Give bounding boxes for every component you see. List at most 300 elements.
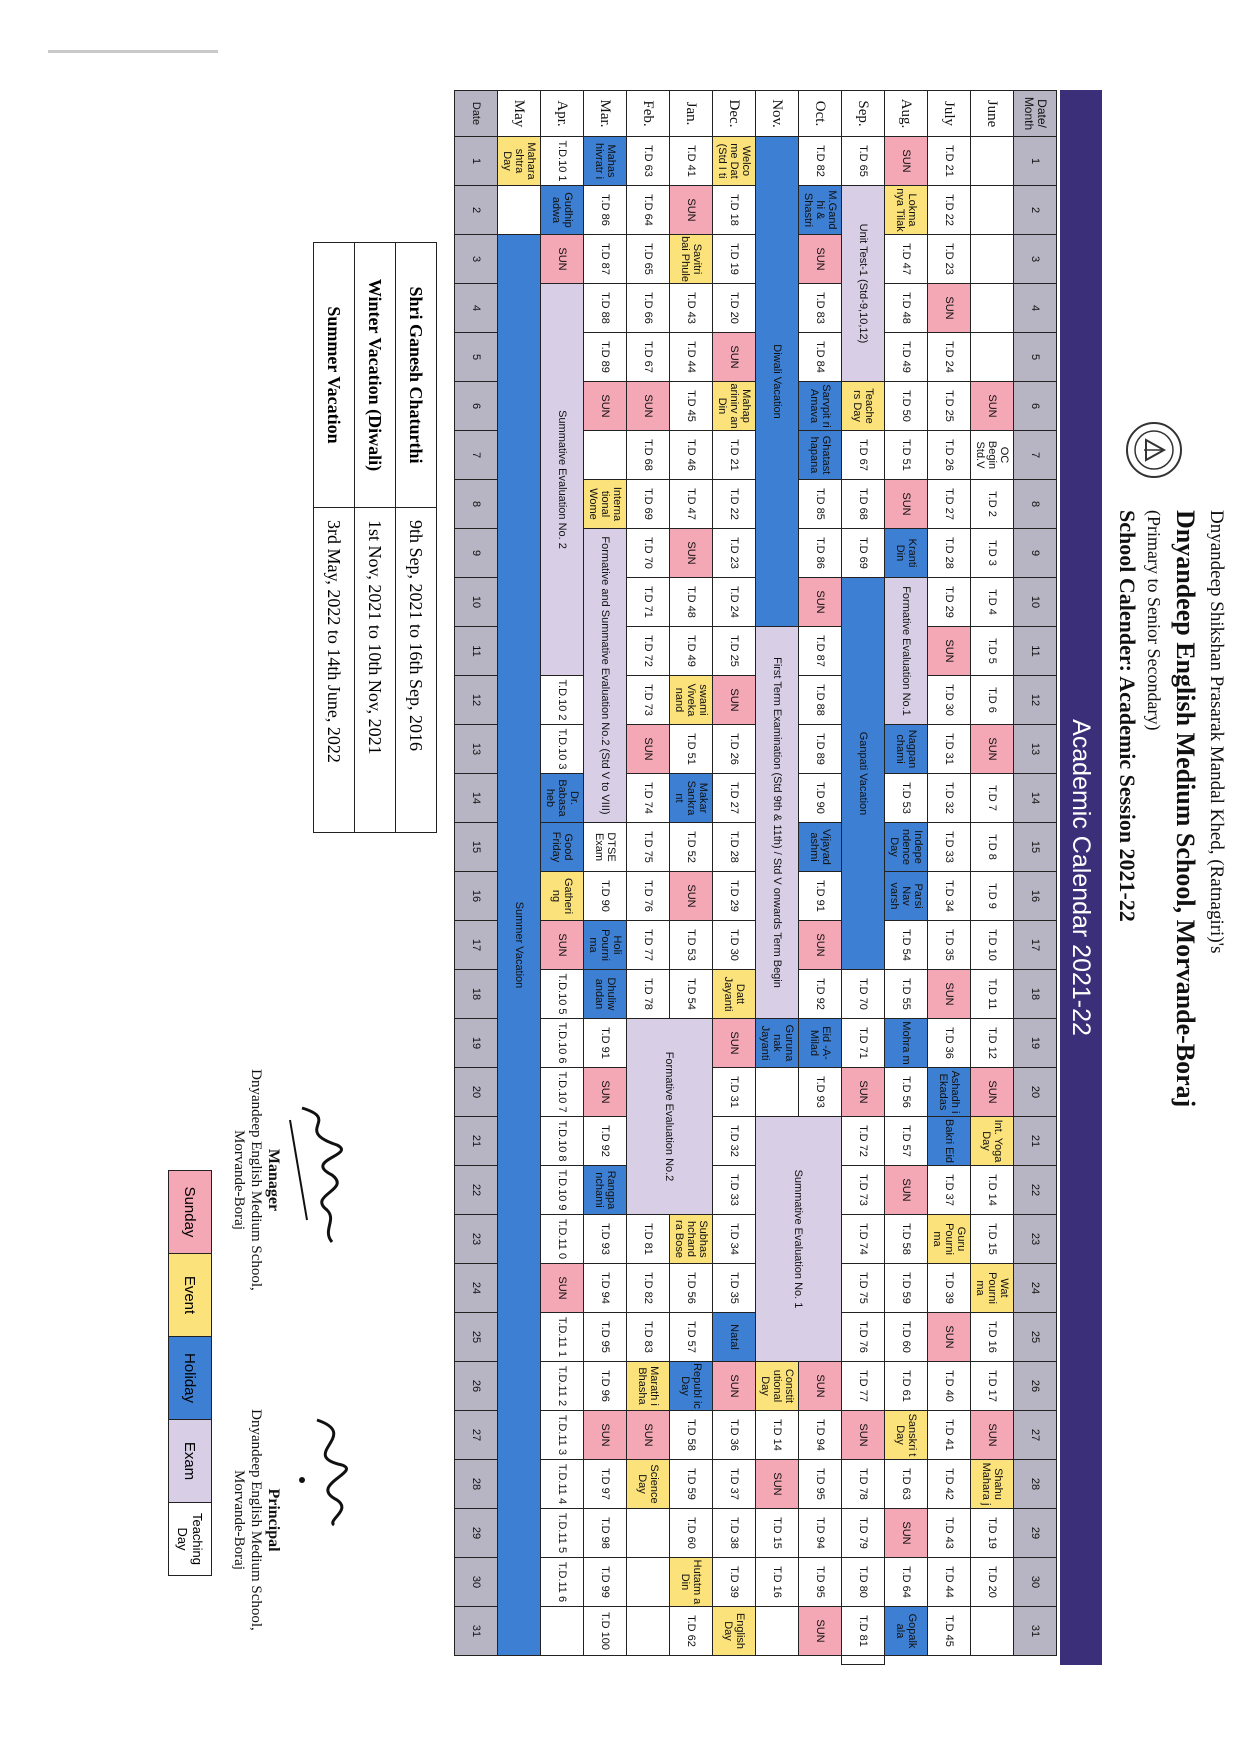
legend-event: Event	[169, 1254, 212, 1337]
day-header: 20	[1014, 1068, 1057, 1117]
sunday-cell: SUN	[541, 1264, 584, 1313]
event-cell: Gatheri ng	[541, 872, 584, 921]
sunday-cell: SUN	[627, 1411, 670, 1460]
holiday-cell: Mohra m	[885, 1019, 928, 1068]
sunday-cell: SUN	[541, 235, 584, 284]
month-label: Apr.	[541, 91, 584, 137]
holiday-cell: Ashadh i Ekadas	[928, 1068, 971, 1117]
day-cell	[498, 186, 541, 235]
vacation-table	[313, 242, 437, 833]
sunday-cell: SUN	[670, 872, 713, 921]
day-cell: T.D 54	[670, 970, 713, 1019]
day-cell: T.D 15	[971, 1215, 1014, 1264]
month-label: Sep.	[842, 91, 885, 137]
month-row	[885, 91, 928, 1665]
holiday-cell: Kranti Din	[885, 529, 928, 578]
day-footer: 13	[455, 725, 498, 774]
month-row	[541, 91, 584, 1665]
vacation-row	[396, 243, 437, 833]
month-label: May	[498, 91, 541, 137]
day-cell: T.D 92	[799, 970, 842, 1019]
month-row	[627, 91, 670, 1665]
day-cell: T.D 32	[928, 774, 971, 823]
day-footer: 26	[455, 1362, 498, 1411]
event-cell: Mahara shtra Day	[498, 137, 541, 186]
calendar-body	[455, 91, 1014, 1665]
day-cell: T.D 9	[971, 872, 1014, 921]
day-header: 3	[1014, 235, 1057, 284]
school-logo-icon	[1124, 420, 1184, 480]
calendar-span-label: Formative Evaluation No.2	[627, 1019, 713, 1215]
day-cell: T.D 52	[670, 823, 713, 872]
event-cell: Int. Yoga Day	[971, 1117, 1014, 1166]
day-cell: T.D 39	[713, 1558, 756, 1607]
day-cell: T.D 25	[928, 382, 971, 431]
day-cell: T.D 67	[627, 333, 670, 382]
day-cell: T.D 78	[627, 970, 670, 1019]
day-cell: T.D 40	[928, 1362, 971, 1411]
day-header: 31	[1014, 1607, 1057, 1656]
day-cell: T.D 68	[627, 431, 670, 480]
day-header: 28	[1014, 1460, 1057, 1509]
day-cell: T.D 43	[928, 1509, 971, 1558]
sunday-cell: SUN	[713, 676, 756, 725]
day-cell: T.D 81	[842, 1607, 885, 1656]
day-cell: T.D 42	[928, 1460, 971, 1509]
month-label: Aug.	[885, 91, 928, 137]
holiday-cell: Vijayad ashmi	[799, 823, 842, 872]
day-cell: T.D 89	[584, 333, 627, 382]
calendar-span-label: Summative Evaluation No. 2	[541, 284, 584, 676]
day-cell: T.D 95	[799, 1460, 842, 1509]
day-cell: T.D.10 3	[541, 725, 584, 774]
event-cell: Marath i Bhasha	[627, 1362, 670, 1411]
day-cell: T.D.11 6	[541, 1558, 584, 1607]
event-cell: Science Day	[627, 1460, 670, 1509]
sunday-cell: SUN	[713, 1019, 756, 1068]
day-cell: T.D 95	[584, 1313, 627, 1362]
day-cell	[971, 186, 1014, 235]
day-cell: T.D 63	[885, 1460, 928, 1509]
day-cell: T.D 75	[627, 823, 670, 872]
day-cell: T.D.11 1	[541, 1313, 584, 1362]
day-cell: T.D 74	[842, 1215, 885, 1264]
day-cell: T.D 90	[799, 774, 842, 823]
day-cell: T.D 89	[799, 725, 842, 774]
vacation-dates: 3rd May, 2022 to 14th June, 2022	[314, 508, 355, 833]
day-cell: T.D 67	[842, 431, 885, 480]
day-cell: T.D 93	[799, 1068, 842, 1117]
sunday-cell: SUN	[885, 1166, 928, 1215]
day-cell: T.D 82	[627, 1264, 670, 1313]
day-cell	[756, 1607, 799, 1656]
event-cell: Sanskri t Day	[885, 1411, 928, 1460]
day-cell	[971, 1607, 1014, 1656]
calendar-table	[454, 90, 1057, 1665]
day-header: 25	[1014, 1313, 1057, 1362]
day-cell	[971, 333, 1014, 382]
day-cell: T.D.11 0	[541, 1215, 584, 1264]
calendar-span-label: First Term Examination (Std 9th & 11th) / Std V onwards Term Begin	[756, 627, 799, 1019]
day-footer: 19	[455, 1019, 498, 1068]
day-cell: T.D 79	[842, 1509, 885, 1558]
day-cell: T.D 6	[971, 676, 1014, 725]
day-footer: 4	[455, 284, 498, 333]
holiday-cell: Rangpa nchami	[584, 1166, 627, 1215]
day-cell: T.D 80	[842, 1558, 885, 1607]
sunday-cell: SUN	[627, 725, 670, 774]
day-cell: T.D 22	[713, 480, 756, 529]
vacation-dates: 9th Sep, 2021 to 16th Sep, 2016	[396, 508, 437, 833]
day-cell: T.D 11	[971, 970, 1014, 1019]
day-cell: T.D 29	[713, 872, 756, 921]
calendar-span-label: Formative Evaluation No.1	[885, 578, 928, 725]
legend-exam: Exam	[169, 1420, 212, 1503]
day-cell: T.D 36	[713, 1411, 756, 1460]
day-cell: T.D 37	[928, 1166, 971, 1215]
sunday-cell: SUN	[799, 1362, 842, 1411]
day-cell: T.D 43	[670, 284, 713, 333]
vacation-name: Summer Vacation	[314, 243, 355, 508]
holiday-cell: Natal	[713, 1313, 756, 1362]
date-footer-label: Date	[455, 91, 498, 137]
day-footer: 12	[455, 676, 498, 725]
day-cell: T.D 44	[670, 333, 713, 382]
day-cell: T.D 7	[971, 774, 1014, 823]
day-cell: T.D 34	[928, 872, 971, 921]
sunday-cell: SUN	[670, 186, 713, 235]
day-cell: T.D 29	[928, 578, 971, 627]
day-footer: 25	[455, 1313, 498, 1362]
holiday-cell: Nagpan chami	[885, 725, 928, 774]
day-footer: 30	[455, 1558, 498, 1607]
month-row	[971, 91, 1014, 1665]
holiday-cell: Guruna nak Jayanti	[756, 1019, 799, 1068]
holiday-cell: Republ ic Day	[670, 1362, 713, 1411]
day-cell: T.D 5	[971, 627, 1014, 676]
day-header-row	[1014, 91, 1057, 1665]
day-header: 18	[1014, 970, 1057, 1019]
day-cell: T.D 98	[584, 1509, 627, 1558]
day-footer: 27	[455, 1411, 498, 1460]
sunday-cell: SUN	[713, 333, 756, 382]
day-cell: T.D 94	[799, 1509, 842, 1558]
day-footer: 5	[455, 333, 498, 382]
day-header: 19	[1014, 1019, 1057, 1068]
day-footer: 10	[455, 578, 498, 627]
day-cell: T.D 56	[670, 1264, 713, 1313]
day-cell: T.D 12	[971, 1019, 1014, 1068]
holiday-cell: Ghatast hapana	[799, 431, 842, 480]
holiday-cell: Holi Pourni ma	[584, 921, 627, 970]
day-header: 24	[1014, 1264, 1057, 1313]
day-cell: T.D 72	[842, 1117, 885, 1166]
vacation-row	[314, 243, 355, 833]
day-footer: 23	[455, 1215, 498, 1264]
day-cell: T.D 19	[971, 1509, 1014, 1558]
day-cell: T.D 58	[670, 1411, 713, 1460]
event-cell: Subhas hchand ra Bose	[670, 1215, 713, 1264]
principal-org: Dnyandeep English Medium School,	[248, 1409, 264, 1631]
day-cell: T.D 33	[713, 1166, 756, 1215]
event-cell: Guru Pourni ma	[928, 1215, 971, 1264]
manager-signature-icon	[272, 1100, 362, 1250]
holiday-cell: M.Gand hi & Shastri	[799, 186, 842, 235]
day-cell: T.D 66	[627, 284, 670, 333]
day-cell: T.D.11 5	[541, 1509, 584, 1558]
day-footer: 20	[455, 1068, 498, 1117]
day-cell	[627, 1607, 670, 1656]
day-cell: T.D 20	[971, 1558, 1014, 1607]
day-footer: 11	[455, 627, 498, 676]
sunday-cell: SUN	[971, 382, 1014, 431]
holiday-cell: Makar Sankra nt	[670, 774, 713, 823]
day-footer: 1	[455, 137, 498, 186]
trust-name: Dnyandeep Shikshan Prasarak Mandal Khed, (Ratnagiri)'s	[1206, 510, 1227, 954]
day-cell: T.D.10 1	[541, 137, 584, 186]
day-cell: T.D 27	[928, 480, 971, 529]
day-cell: T.D 91	[584, 1019, 627, 1068]
month-label: Nov.	[756, 91, 799, 137]
principal-signature-icon	[282, 1410, 372, 1530]
day-cell: T.D 31	[713, 1068, 756, 1117]
day-footer: 18	[455, 970, 498, 1019]
day-cell: T.D.10 2	[541, 676, 584, 725]
day-header: 4	[1014, 284, 1057, 333]
day-cell: T.D 39	[928, 1264, 971, 1313]
manager-role: Manager	[265, 1148, 282, 1212]
day-cell: T.D 87	[584, 235, 627, 284]
day-cell: T.D 23	[928, 235, 971, 284]
day-cell: T.D 57	[670, 1313, 713, 1362]
day-cell	[971, 137, 1014, 186]
day-cell: T.D 54	[885, 921, 928, 970]
month-row	[713, 91, 756, 1665]
day-cell: T.D 56	[885, 1068, 928, 1117]
header	[1057, 90, 1240, 1665]
day-cell: T.D 45	[670, 382, 713, 431]
day-header: 12	[1014, 676, 1057, 725]
event-cell: Welco me Dat (Std I ti	[713, 137, 756, 186]
day-cell: T.D 100	[584, 1607, 627, 1656]
day-header: 8	[1014, 480, 1057, 529]
day-footer: 16	[455, 872, 498, 921]
day-cell	[627, 1509, 670, 1558]
day-header: 15	[1014, 823, 1057, 872]
sunday-cell: SUN	[584, 1411, 627, 1460]
day-footer: 14	[455, 774, 498, 823]
day-cell: T.D 49	[670, 627, 713, 676]
day-cell: T.D 77	[842, 1362, 885, 1411]
sunday-cell: SUN	[799, 235, 842, 284]
day-cell	[971, 235, 1014, 284]
date-footer-row	[455, 91, 498, 1665]
month-label: July	[928, 91, 971, 137]
principal-signature	[230, 1390, 282, 1650]
holiday-cell: Parsi Nav varsh	[885, 872, 928, 921]
day-cell: T.D 47	[670, 480, 713, 529]
school-name: Dnyandeep English Medium School, Morvande-Boraj	[1171, 510, 1200, 1108]
day-header: 29	[1014, 1509, 1057, 1558]
day-cell: T.D 28	[928, 529, 971, 578]
day-cell: T.D 70	[842, 970, 885, 1019]
day-cell: T.D 69	[627, 480, 670, 529]
holiday-cell: Dr. Babasa heb	[541, 774, 584, 823]
day-cell: T.D 32	[713, 1117, 756, 1166]
day-footer: 24	[455, 1264, 498, 1313]
day-cell: T.D 83	[627, 1313, 670, 1362]
day-cell: T.D 41	[928, 1411, 971, 1460]
day-cell: T.D 59	[885, 1264, 928, 1313]
day-cell: T.D 96	[584, 1362, 627, 1411]
event-cell: Shahu Mahara j	[971, 1460, 1014, 1509]
day-cell: T.D 81	[627, 1215, 670, 1264]
day-cell: T.D 20	[713, 284, 756, 333]
day-cell: T.D 18	[713, 186, 756, 235]
event-cell: Lokma nya Tilak	[885, 186, 928, 235]
holiday-cell: Gudhip adwa	[541, 186, 584, 235]
day-header: 2	[1014, 186, 1057, 235]
day-header: 1	[1014, 137, 1057, 186]
manager-place: Morvande-Boraj	[231, 1130, 247, 1230]
sunday-cell: SUN	[627, 382, 670, 431]
day-cell: T.D 34	[713, 1215, 756, 1264]
day-footer: 15	[455, 823, 498, 872]
day-cell: T.D 30	[713, 921, 756, 970]
month-row	[756, 91, 799, 1665]
day-header: 14	[1014, 774, 1057, 823]
sunday-cell: SUN	[799, 578, 842, 627]
sunday-cell: SUN	[971, 1068, 1014, 1117]
legend-sunday: Sunday	[169, 1171, 212, 1254]
day-cell: T.D 21	[928, 137, 971, 186]
day-cell: T.D 35	[928, 921, 971, 970]
day-cell: T.D 26	[713, 725, 756, 774]
day-header: 27	[1014, 1411, 1057, 1460]
sunday-cell: SUN	[885, 1509, 928, 1558]
day-cell: T.D 74	[627, 774, 670, 823]
day-cell: T.D 73	[842, 1166, 885, 1215]
day-cell: T.D 65	[842, 137, 885, 186]
day-cell	[627, 1558, 670, 1607]
day-footer: 28	[455, 1460, 498, 1509]
day-cell: T.D 65	[627, 235, 670, 284]
month-row	[670, 91, 713, 1665]
day-cell: T.D 76	[627, 872, 670, 921]
day-cell: T.D 82	[799, 137, 842, 186]
sunday-cell: SUN	[842, 1068, 885, 1117]
day-header: 17	[1014, 921, 1057, 970]
day-header: 5	[1014, 333, 1057, 382]
day-cell: T.D.10 7	[541, 1068, 584, 1117]
day-cell: T.D 95	[799, 1558, 842, 1607]
day-cell: T.D 76	[842, 1313, 885, 1362]
sunday-cell: SUN	[928, 627, 971, 676]
day-cell: T.D 25	[713, 627, 756, 676]
day-cell: T.D 50	[885, 382, 928, 431]
day-cell: T.D 51	[885, 431, 928, 480]
day-cell: T.D 86	[799, 529, 842, 578]
sunday-cell: SUN	[799, 921, 842, 970]
day-cell: T.D 4	[971, 578, 1014, 627]
day-cell: T.D 86	[584, 186, 627, 235]
sunday-cell: SUN	[928, 284, 971, 333]
day-cell: T.D 15	[756, 1509, 799, 1558]
day-cell: T.D 8	[971, 823, 1014, 872]
day-cell: T.D 92	[584, 1117, 627, 1166]
day-cell: T.D 28	[713, 823, 756, 872]
day-footer: 17	[455, 921, 498, 970]
day-footer: 29	[455, 1509, 498, 1558]
event-cell: Datt Jayanti	[713, 970, 756, 1019]
banner: Academic Calendar 2021-22	[1060, 90, 1102, 1665]
holiday-cell: Eid -A- Milad	[799, 1019, 842, 1068]
day-footer: 2	[455, 186, 498, 235]
day-cell	[584, 431, 627, 480]
day-cell: T.D 57	[885, 1117, 928, 1166]
rotated-calendar-page	[150, 90, 1240, 1665]
holiday-cell: Good Friday	[541, 823, 584, 872]
day-footer: 31	[455, 1607, 498, 1656]
day-cell: T.D 60	[885, 1313, 928, 1362]
day-cell: T.D.10 6	[541, 1019, 584, 1068]
day-cell: T.D 17	[971, 1362, 1014, 1411]
day-cell: T.D 48	[885, 284, 928, 333]
day-cell: T.D 99	[584, 1558, 627, 1607]
sunday-cell: SUN	[928, 970, 971, 1019]
principal-place: Morvande-Boraj	[231, 1470, 247, 1570]
day-cell: T.D 37	[713, 1460, 756, 1509]
day-cell: T.D 3	[971, 529, 1014, 578]
day-cell: T.D 71	[842, 1019, 885, 1068]
day-cell: T.D 68	[842, 480, 885, 529]
day-cell: T.D 73	[627, 676, 670, 725]
day-cell: T.D.11 3	[541, 1411, 584, 1460]
month-label: Jan.	[670, 91, 713, 137]
day-cell: T.D 24	[713, 578, 756, 627]
day-cell: T.D 88	[799, 676, 842, 725]
day-cell: T.D 2	[971, 480, 1014, 529]
day-cell: T.D 63	[627, 137, 670, 186]
day-cell: T.D 36	[928, 1019, 971, 1068]
month-row	[928, 91, 971, 1665]
day-header: 9	[1014, 529, 1057, 578]
day-cell: T.D.10 8	[541, 1117, 584, 1166]
day-cell: T.D 58	[885, 1215, 928, 1264]
event-cell: Savitri bai Phule	[670, 235, 713, 284]
sunday-cell: SUN	[584, 382, 627, 431]
day-header: 30	[1014, 1558, 1057, 1607]
day-cell: T.D 14	[971, 1166, 1014, 1215]
day-cell	[756, 1068, 799, 1117]
day-cell: T.D 21	[713, 431, 756, 480]
day-header: 23	[1014, 1215, 1057, 1264]
month-row	[584, 91, 627, 1665]
sunday-cell: SUN	[842, 1411, 885, 1460]
day-footer: 6	[455, 382, 498, 431]
holiday-cell: Gopalk ala	[885, 1607, 928, 1656]
day-cell	[541, 1607, 584, 1656]
sunday-cell: SUN	[885, 480, 928, 529]
day-cell: T.D 44	[928, 1558, 971, 1607]
event-cell: Interna tional Wome	[584, 480, 627, 529]
month-row	[498, 91, 541, 1665]
month-label: Oct.	[799, 91, 842, 137]
day-header: 16	[1014, 872, 1057, 921]
day-cell: T.D 88	[584, 284, 627, 333]
event-cell: English Day	[713, 1607, 756, 1656]
day-cell: T.D 55	[885, 970, 928, 1019]
